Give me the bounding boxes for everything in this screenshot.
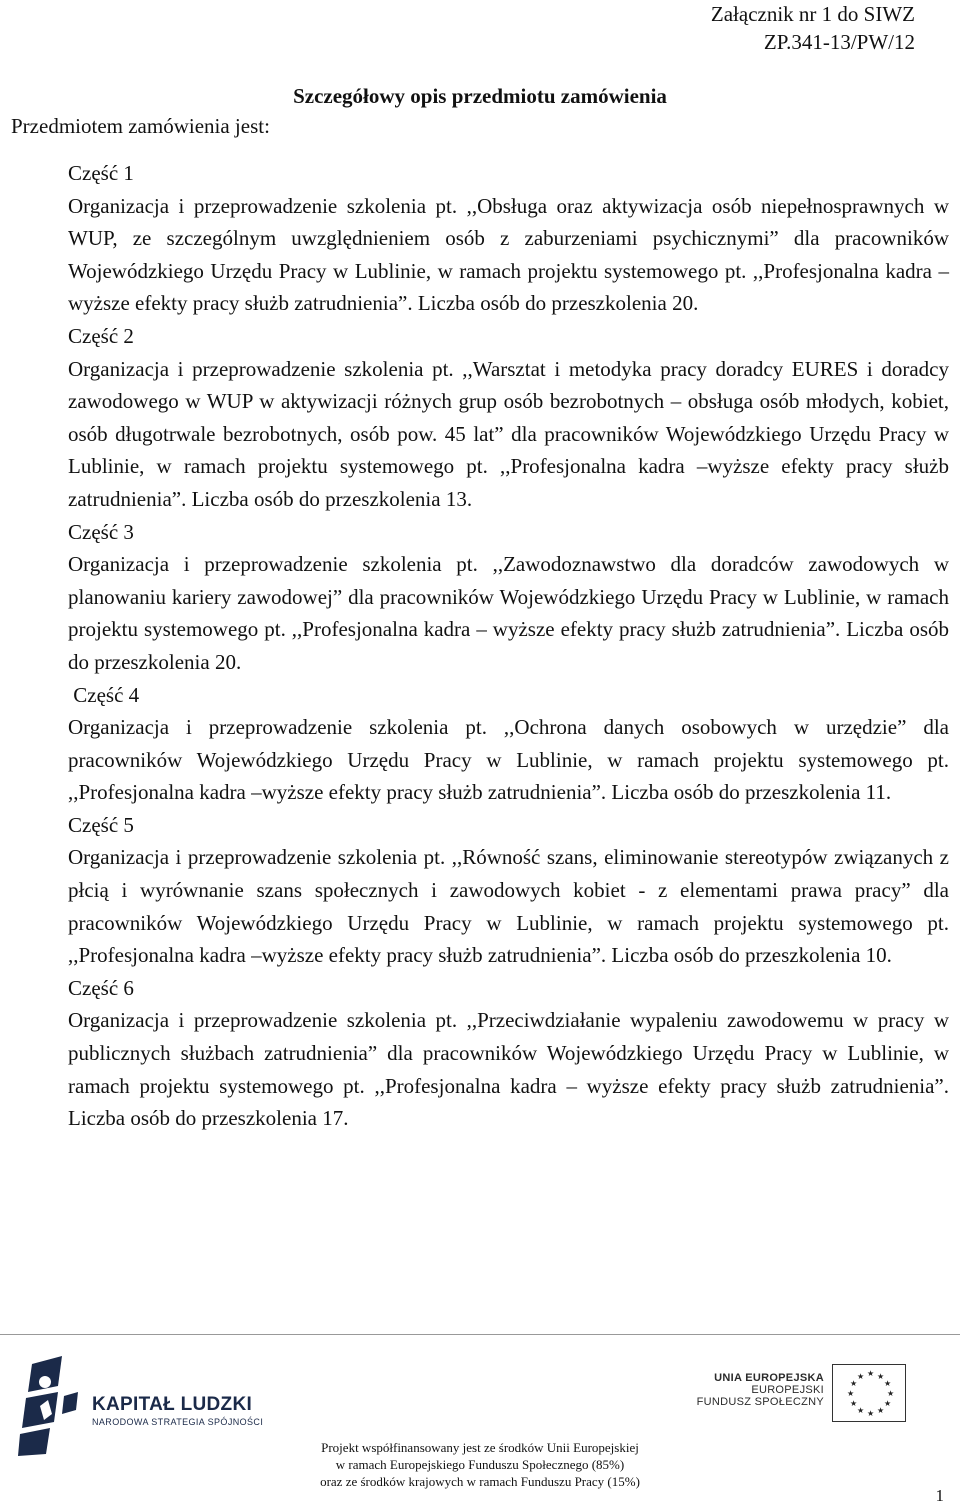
part-3-text: Organizacja i przeprowadzenie szkolenia pt. ,,Zawodoznawstwo dla doradców zawodowych w planowaniu kariery zawodowej” dla pracowników Wojewódzkiego Urzędu Pracy w Lublinie, w ramach projektu systemowego pt. ,,Profesjonalna kadra – wyższe efekty pracy służb zatrudnienia”. Liczba osób do przeszkolenia 20. <box>68 552 949 674</box>
svg-text:★: ★ <box>867 1369 875 1378</box>
document-header <box>711 0 915 56</box>
footer-divider <box>0 1334 960 1335</box>
svg-text:★: ★ <box>877 1372 885 1381</box>
parts-list <box>68 157 949 1135</box>
part-1-text: Organizacja i przeprowadzenie szkolenia pt. ,,Obsługa oraz aktywizacja osób niepełnosprawnych w WUP, ze szczególnym uwzględnieniem osób z zaburzeniami psychicznymi” dla pracowników Wojewódzkiego Urzędu Pracy w Lublinie, w ramach projektu systemowego pt. ,,Profesjonalna kadra –wyższe efekty pracy służb zatrudnienia”. Liczba osób do przeszkolenia 20. <box>68 193 949 316</box>
eu-flag-icon <box>832 1364 906 1422</box>
part-6-text: Organizacja i przeprowadzenie szkolenia pt. ,,Przeciwdziałanie wypaleniu zawodowemu w pracy w publicznych służbach zatrudnienia” dla pracowników Wojewódzkiego Urzędu Pracy w Lublinie, w ramach projektu systemowego pt. ,,Profesjonalna kadra – wyższe efekty pracy służb zatrudnienia”. Liczba osób do przeszkolenia 17. <box>68 1008 949 1131</box>
cofinancing-line-1: Projekt współfinansowany jest ze środków Unii Europejskiej <box>321 1440 639 1455</box>
eu-union-label: UNIA EUROPEJSKA <box>714 1372 824 1384</box>
reference-number: ZP.341-13/PW/12 <box>763 30 915 54</box>
svg-text:★: ★ <box>857 1406 865 1415</box>
part-5-text: Organizacja i przeprowadzenie szkolenia pt. ,,Równość szans, eliminowanie stereotypów związanych z płcią i wyrównanie szans społecznych i zawodowych kobiet - z elementami prawa pracy” dla pracowników Wojewódzkiego Urzędu Pracy w Lublinie, w ramach projektu systemowego pt. ,,Profesjonalna kadra –wyższe efekty pracy służb zatrudnienia”. Liczba osób do przeszkolenia 10. <box>68 845 949 968</box>
eu-fund-label-2: FUNDUSZ SPOŁECZNY <box>696 1396 824 1408</box>
svg-text:★: ★ <box>850 1379 858 1388</box>
page-number: 1 <box>935 1486 944 1505</box>
attachment-label: Załącznik nr 1 do SIWZ <box>710 2 915 26</box>
part-4-text: Organizacja i przeprowadzenie szkolenia pt. ,,Ochrona danych osobowych w urzędzie” dla pracowników Wojewódzkiego Urzędu Pracy w Lublinie, w ramach projektu systemowego pt. ,,Profesjonalna kadra –wyższe efekty pracy służb zatrudnienia”. Liczba osób do przeszkolenia 11. <box>68 715 949 805</box>
kapital-ludzki-title: KAPITAŁ LUDZKI <box>92 1394 253 1415</box>
intro-text: Przedmiotem zamówienia jest: <box>11 114 270 138</box>
part-3-title: Część 3 <box>68 519 134 544</box>
svg-text:★: ★ <box>884 1379 892 1388</box>
svg-text:★: ★ <box>877 1406 885 1415</box>
svg-text:★: ★ <box>850 1399 858 1408</box>
svg-text:★: ★ <box>847 1389 855 1398</box>
cofinancing-line-2: w ramach Europejskiego Funduszu Społecznego (85%) <box>335 1457 625 1472</box>
part-2-text: Organizacja i przeprowadzenie szkolenia pt. ,,Warsztat i metodyka pracy doradcy EURES i doradcy zawodowego w WUP w aktywizacji różnych grup osób bezrobotnych – obsługa osób młodych, kobiet, osób długotrwale bezrobotnych, osób pow. 45 lat” dla pracowników Wojewódzkiego Urzędu Pracy w Lublinie, w ramach projektu systemowego pt. ,,Profesjonalna kadra –wyższe efekty pracy służb zatrudnienia”. Liczba osób do przeszkolenia 13. <box>68 356 949 511</box>
svg-text:★: ★ <box>857 1372 865 1381</box>
svg-text:★: ★ <box>867 1409 875 1418</box>
part-5-title: Część 5 <box>68 812 134 837</box>
cofinancing-note <box>0 1439 960 1490</box>
svg-text:★: ★ <box>884 1399 892 1408</box>
kapital-ludzki-subtitle: NARODOWA STRATEGIA SPÓJNOŚCI <box>92 1417 264 1427</box>
part-1-title: Część 1 <box>68 161 134 185</box>
svg-text:★: ★ <box>887 1389 895 1398</box>
part-4-title: Część 4 <box>68 682 140 707</box>
cofinancing-line-3: oraz ze środków krajowych w ramach Funduszu Pracy (15%) <box>320 1474 640 1489</box>
eu-efs-logo <box>692 1364 930 1444</box>
part-2-title: Część 2 <box>68 323 134 348</box>
part-6-title: Część 6 <box>68 975 134 1000</box>
document-title: Szczegółowy opis przedmiotu zamówienia <box>293 84 667 108</box>
eu-fund-label-1: EUROPEJSKI <box>751 1384 824 1396</box>
